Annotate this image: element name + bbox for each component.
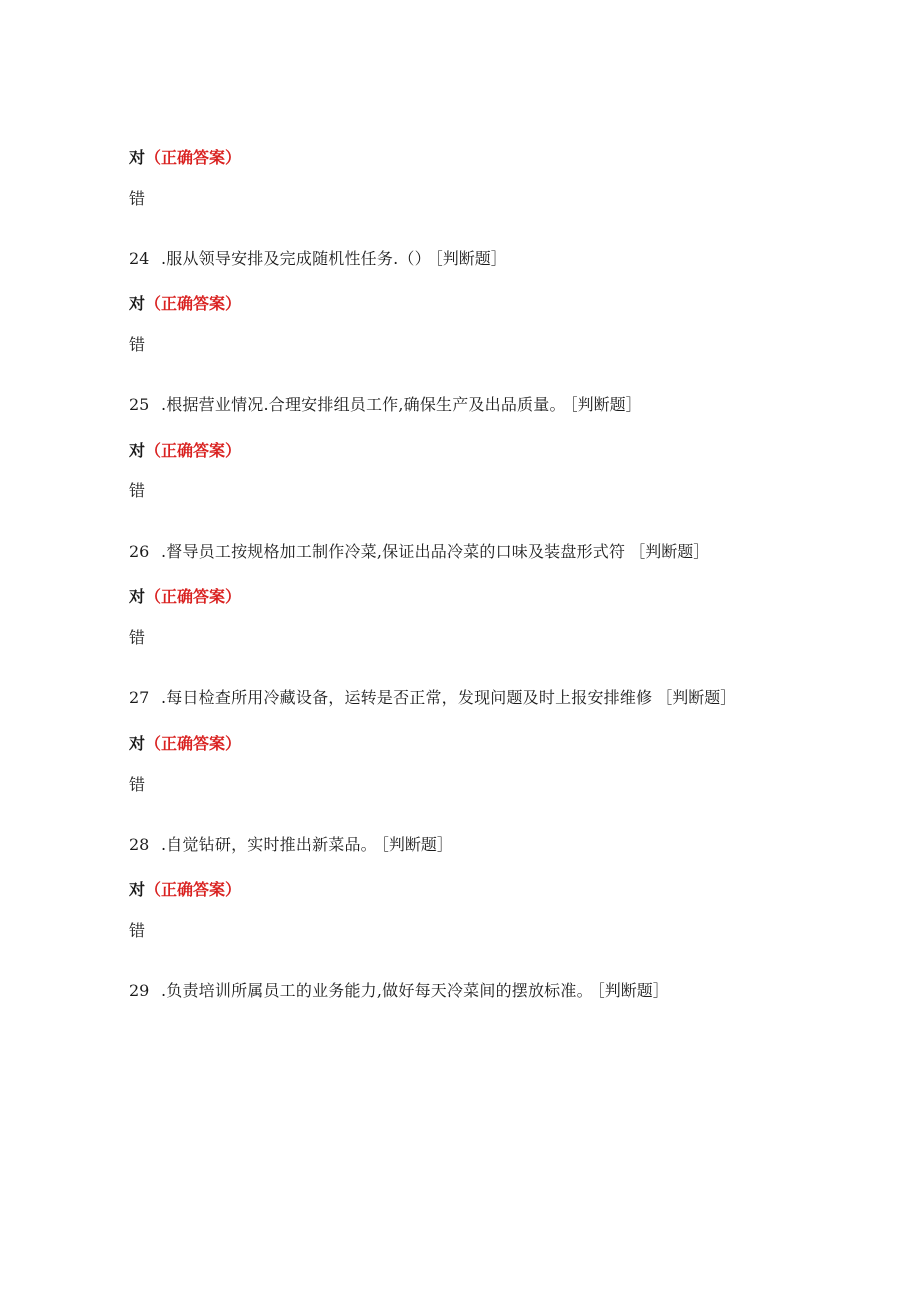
correct-answer-mark: （正确答案）: [145, 294, 242, 313]
question-text: .每日检查所用冷藏设备，运转是否正常，发现问题及时上报安排维修: [161, 688, 653, 707]
question-number: 28: [129, 835, 150, 854]
question-number: 26: [129, 542, 150, 561]
answer-wrong-23: 错: [129, 189, 146, 208]
answer-correct-label: 对: [129, 294, 146, 313]
question-24: [129, 249, 507, 269]
answer-correct-27: [129, 734, 241, 754]
question-text: .自觉钻研，实时推出新菜品。: [161, 835, 377, 854]
correct-answer-mark: （正确答案）: [145, 880, 242, 899]
answer-correct-24: [129, 294, 241, 314]
question-28: [129, 835, 453, 855]
answer-correct-28: [129, 880, 241, 900]
question-text: .服从领导安排及完成随机性任务.（）: [161, 249, 431, 268]
answer-correct-26: [129, 587, 241, 607]
answer-correct-25: [129, 441, 241, 461]
answer-correct-23: [129, 148, 241, 168]
question-26: [129, 542, 709, 562]
question-type: ［判断题］: [629, 542, 710, 561]
question-number: 24: [129, 249, 150, 268]
question-type: ［判断题］: [434, 249, 507, 268]
answer-correct-label: 对: [129, 587, 146, 606]
answer-wrong-24: 错: [129, 335, 146, 354]
question-27: [129, 688, 736, 708]
correct-answer-mark: （正确答案）: [145, 148, 242, 167]
question-29: [129, 981, 669, 1001]
answer-wrong-26: 错: [129, 628, 146, 647]
question-25: [129, 395, 642, 415]
correct-answer-mark: （正确答案）: [145, 587, 242, 606]
question-text: .根据营业情况.合理安排组员工作,确保生产及出品质量。: [161, 395, 566, 414]
correct-answer-mark: （正确答案）: [145, 441, 242, 460]
answer-correct-label: 对: [129, 734, 146, 753]
question-type: ［判断题］: [569, 395, 642, 414]
answer-wrong-25: 错: [129, 481, 146, 500]
question-text: .督导员工按规格加工制作冷菜,保证出品冷菜的口味及装盘形式符: [161, 542, 626, 561]
answer-wrong-27: 错: [129, 775, 146, 794]
answer-correct-label: 对: [129, 441, 146, 460]
answer-wrong-28: 错: [129, 921, 146, 940]
question-type: ［判断题］: [380, 835, 453, 854]
question-type: ［判断题］: [596, 981, 669, 1000]
question-type: ［判断题］: [656, 688, 737, 707]
question-number: 27: [129, 688, 150, 707]
question-number: 29: [129, 981, 150, 1000]
answer-correct-label: 对: [129, 880, 146, 899]
correct-answer-mark: （正确答案）: [145, 734, 242, 753]
question-text: .负责培训所属员工的业务能力,做好每天冷菜间的摆放标准。: [161, 981, 593, 1000]
answer-correct-label: 对: [129, 148, 146, 167]
question-number: 25: [129, 395, 150, 414]
